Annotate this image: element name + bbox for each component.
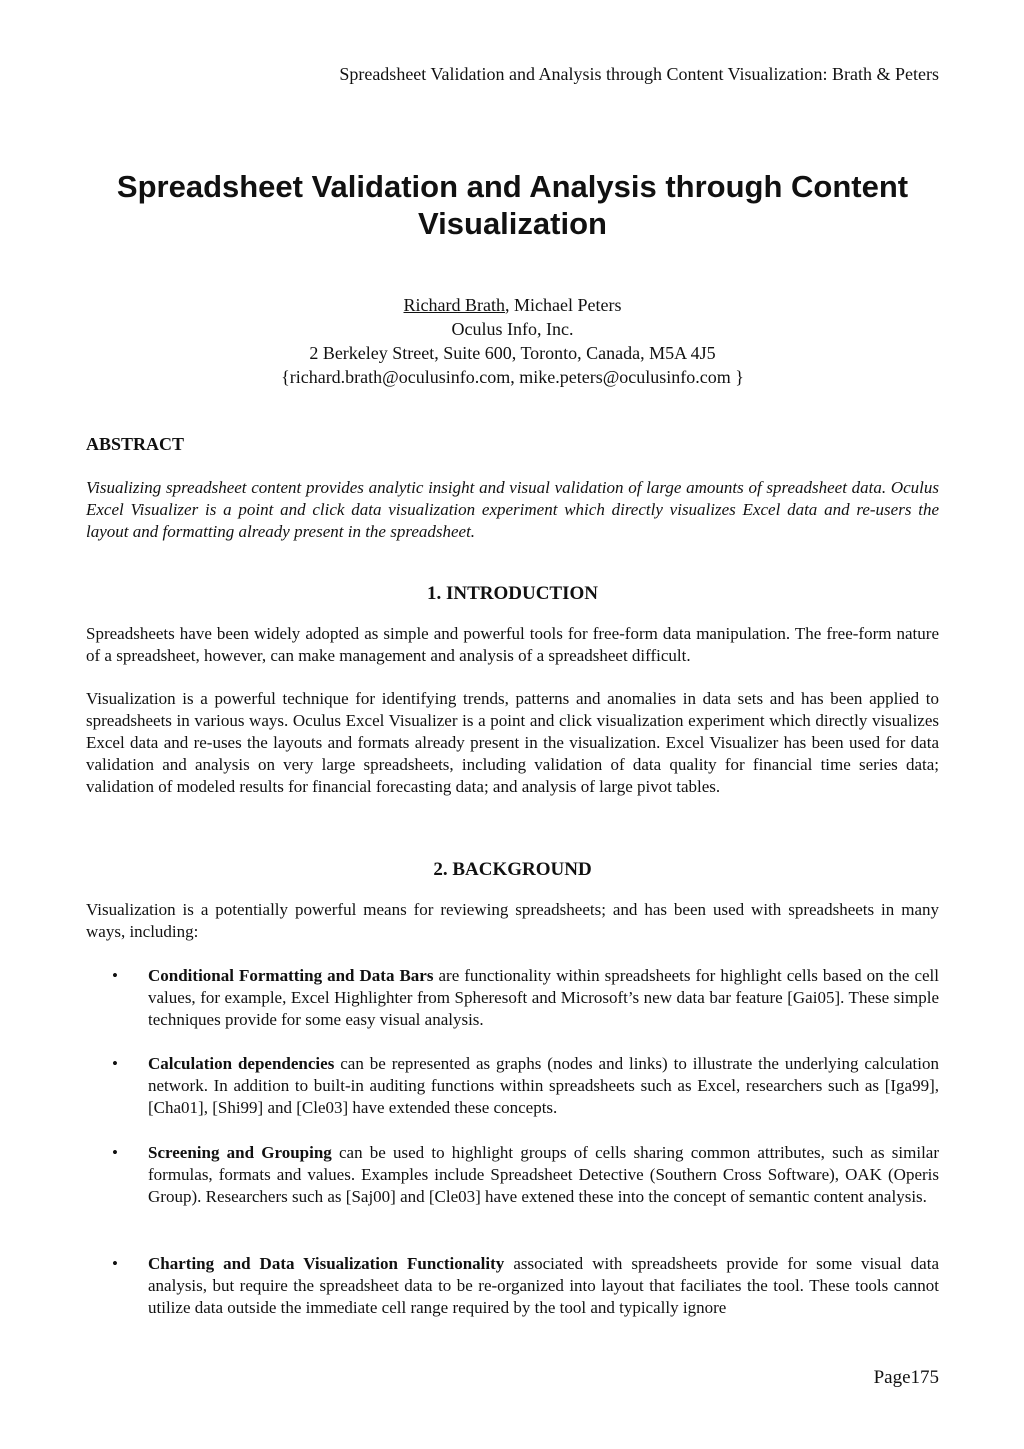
paper-title: Spreadsheet Validation and Analysis through Content Visualization xyxy=(116,169,909,241)
bullet-text xyxy=(148,1142,939,1208)
intro-paragraph-1: Spreadsheets have been widely adopted as simple and powerful tools for free-form data manipulation. The free-form nature of a spreadsheet, however, can make management and analysis of a spreadsheet difficult. xyxy=(86,624,939,665)
bullet-icon: • xyxy=(112,1143,118,1162)
bullet-text xyxy=(148,1053,939,1119)
bullet-term: Calculation dependencies xyxy=(148,1054,335,1073)
author-coauthor: Michael Peters xyxy=(514,295,622,315)
page-number: Page175 xyxy=(873,1367,939,1388)
abstract-text: Visualizing spreadsheet content provides analytic insight and visual validation of large amounts of spreadsheet data. Oculus Excel Visualizer is a point and click data visualization experiment which directly visualizes Excel data and re-users the layout and formatting already present in the spreadsheet. xyxy=(86,478,939,541)
author-presenting: Richard Brath xyxy=(403,295,505,315)
emails: {richard.brath@oculusinfo.com, mike.peters@oculusinfo.com } xyxy=(281,367,744,387)
intro-paragraph-2: Visualization is a powerful technique for identifying trends, patterns and anomalies in data sets and has been applied to spreadsheets in various ways. Oculus Excel Visualizer is a point and click visualization experiment which directly visualizes Excel data and re-uses the layouts and formats already present in the visualization. Excel Visualizer has been used for data validation and analysis on very large spreadsheets, including validation of data quality for financial time series data; validation of modeled results for financial forecasting data; and analysis of large pivot tables. xyxy=(86,689,939,796)
bullet-icon: • xyxy=(112,1254,118,1273)
section-heading-introduction: 1. INTRODUCTION xyxy=(426,583,599,604)
background-paragraph-1: Visualization is a potentially powerful means for reviewing spreadsheets; and has been used with spreadsheets in many ways, including: xyxy=(86,900,939,941)
running-header: Spreadsheet Validation and Analysis through Content Visualization: Brath & Peters xyxy=(339,64,939,84)
paper-page xyxy=(86,0,939,1449)
author-line xyxy=(86,293,939,317)
bullet-body: are functionality within spreadsheets for highlight cells based on the cell values, for example, Excel Highlighter from Spheresoft and Microsoft’s new data bar feature [Gai05]. These simple techniques provide for some easy visual analysis. xyxy=(148,966,939,1029)
section-heading-background: 2. BACKGROUND xyxy=(433,859,592,880)
bullet-term: Charting and Data Visualization Functionality xyxy=(148,1254,505,1273)
address: 2 Berkeley Street, Suite 600, Toronto, Canada, M5A 4J5 xyxy=(309,343,716,363)
bullet-term: Conditional Formatting and Data Bars xyxy=(148,966,434,985)
bullet-body: associated with spreadsheets provide for some visual data analysis, but require the spreadsheet data to be re-organized into layout that faciliates the tool. These tools cannot utilize data outside the immediate cell range required by the tool and typically ignore xyxy=(148,1254,939,1317)
bullet-body: can be represented as graphs (nodes and links) to illustrate the underlying calculation network. In addition to built-in auditing functions within spreadsheets such as Excel, researchers such as [Iga99], [Cha01], [Shi99] and [Cle03] have extended these concepts. xyxy=(148,1054,939,1117)
bullet-icon: • xyxy=(112,1054,118,1073)
bullet-term: Screening and Grouping xyxy=(148,1143,332,1162)
bullet-text xyxy=(148,1253,939,1319)
bullet-body: can be used to highlight groups of cells sharing common attributes, such as similar formulas, formats and values. Examples include Spreadsheet Detective (Southern Cross Software), OAK (Operis Group). Researchers such as [Saj00] and [Cle03] have extened these into the concept of semantic content analysis. xyxy=(148,1143,939,1206)
author-separator: , xyxy=(505,295,514,315)
affiliation: Oculus Info, Inc. xyxy=(451,319,574,339)
bullet-icon: • xyxy=(112,966,118,985)
bullet-text xyxy=(148,965,939,1031)
author-block xyxy=(86,293,939,389)
abstract-heading: ABSTRACT xyxy=(86,434,185,454)
